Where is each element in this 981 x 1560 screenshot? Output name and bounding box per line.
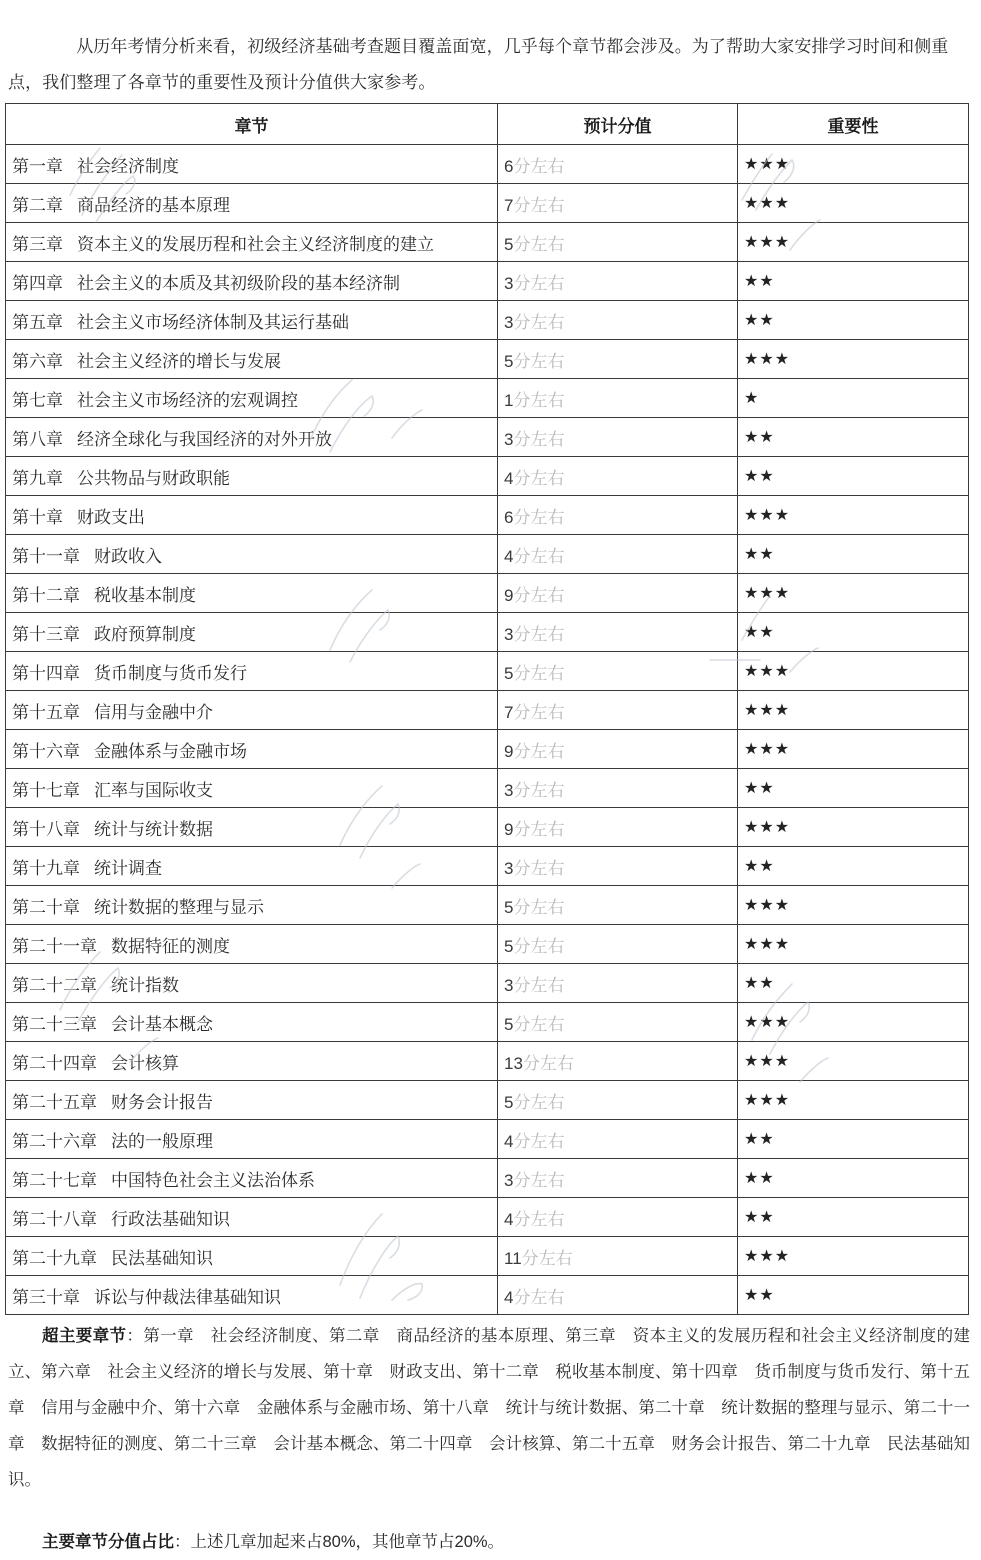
chapter-title: 中国特色社会主义法治体系: [111, 1170, 315, 1190]
key-chapters-label: 超主要章节: [42, 1327, 127, 1345]
score-suffix: 分左右: [513, 1170, 565, 1190]
score-number: 4: [504, 546, 514, 566]
importance-cell: [738, 1159, 969, 1198]
importance-stars: ★★★: [744, 897, 791, 914]
score-cell: [498, 925, 738, 964]
score-number: 4: [504, 1287, 514, 1307]
chapter-cell: [6, 613, 498, 652]
chapter-cell: [6, 1198, 498, 1237]
importance-stars: ★★: [744, 780, 775, 797]
score-suffix: 分左右: [513, 546, 565, 566]
importance-stars: ★★★: [744, 1014, 791, 1031]
chapter-number: 第五章: [12, 312, 63, 332]
importance-stars: ★★: [744, 546, 775, 563]
table-row: [6, 574, 969, 613]
importance-stars: ★: [744, 390, 760, 407]
score-number: 5: [504, 234, 514, 254]
chapter-number: 第二十三章: [12, 1014, 97, 1034]
score-number: 3: [504, 273, 514, 293]
importance-cell: [738, 1042, 969, 1081]
importance-stars: ★★: [744, 429, 775, 446]
importance-cell: [738, 925, 969, 964]
importance-cell: [738, 457, 969, 496]
chapter-cell: [6, 535, 498, 574]
score-number: 11: [504, 1248, 522, 1268]
importance-cell: [738, 964, 969, 1003]
chapter-number: 第一章: [12, 156, 63, 176]
table-row: [6, 730, 969, 769]
score-ratio-text: ：上述几章加起来占80%，其他章节占20%。: [174, 1533, 505, 1551]
importance-cell: [738, 1276, 969, 1315]
score-number: 1: [504, 390, 514, 410]
chapter-number: 第十三章: [12, 624, 80, 644]
score-number: 3: [504, 858, 514, 878]
score-cell: [498, 1198, 738, 1237]
score-cell: [498, 262, 738, 301]
score-suffix: 分左右: [513, 468, 565, 488]
importance-cell: [738, 1003, 969, 1042]
score-suffix: 分左右: [513, 741, 565, 761]
importance-stars: ★★★: [744, 1053, 791, 1070]
score-suffix: 分左右: [513, 702, 565, 722]
score-number: 9: [504, 741, 514, 761]
chapter-cell: [6, 769, 498, 808]
chapter-number: 第十一章: [12, 546, 80, 566]
score-suffix: 分左右: [513, 390, 565, 410]
importance-stars: ★★★: [744, 663, 791, 680]
chapter-title: 社会主义的本质及其初级阶段的基本经济制: [77, 273, 400, 293]
importance-cell: [738, 652, 969, 691]
score-number: 4: [504, 1209, 514, 1229]
table-row: [6, 1042, 969, 1081]
importance-stars: ★★★: [744, 741, 791, 758]
importance-cell: [738, 184, 969, 223]
table-row: [6, 1198, 969, 1237]
key-chapters-text: ：第一章 社会经济制度、第二章 商品经济的基本原理、第三章 资本主义的发展历程和社会主义经济制度的建立、第六章 社会主义经济的增长与发展、第十章 财政支出、第十二章 税收基本制度、第十四章 货币制度与货币发行、第十五章 信用与金融中介、第十六章 金融体系与金融市场、第十八章 统计与统计数据、第二十章 统计数据的整理与显示、第二十一章 数据特征的测度、第二十三章 会计基本概念、第二十四章 会计核算、第二十五章 财务会计报告、第二十九章 民法基础知识。: [8, 1327, 971, 1489]
chapter-cell: [6, 1237, 498, 1276]
chapter-title: 社会主义市场经济的宏观调控: [77, 390, 298, 410]
chapter-number: 第二十章: [12, 897, 80, 917]
score-number: 3: [504, 1170, 514, 1190]
score-cell: [498, 652, 738, 691]
score-suffix: 分左右: [513, 273, 565, 293]
table-row: [6, 886, 969, 925]
chapter-title: 财务会计报告: [111, 1092, 213, 1112]
score-suffix: 分左右: [513, 585, 565, 605]
table-row: [6, 691, 969, 730]
score-suffix: 分左右: [513, 780, 565, 800]
table-row: [6, 496, 969, 535]
importance-cell: [738, 808, 969, 847]
table-row: [6, 1237, 969, 1276]
score-number: 9: [504, 819, 514, 839]
score-number: 4: [504, 1131, 514, 1151]
score-suffix: 分左右: [513, 663, 565, 683]
chapter-title: 公共物品与财政职能: [77, 468, 230, 488]
score-cell: [498, 1159, 738, 1198]
importance-cell: [738, 769, 969, 808]
importance-cell: [738, 691, 969, 730]
table-row: [6, 145, 969, 184]
importance-stars: ★★: [744, 858, 775, 875]
score-number: 9: [504, 585, 514, 605]
importance-cell: [738, 145, 969, 184]
importance-cell: [738, 379, 969, 418]
score-number: 6: [504, 156, 514, 176]
score-cell: [498, 379, 738, 418]
chapter-cell: [6, 1042, 498, 1081]
chapter-title: 社会主义经济的增长与发展: [77, 351, 281, 371]
chapter-cell: [6, 691, 498, 730]
importance-stars: ★★: [744, 273, 775, 290]
chapter-cell: [6, 925, 498, 964]
chapter-number: 第三章: [12, 234, 63, 254]
chapter-title: 数据特征的测度: [111, 936, 230, 956]
score-number: 5: [504, 1014, 514, 1034]
chapter-number: 第十四章: [12, 663, 80, 683]
score-cell: [498, 886, 738, 925]
importance-stars: ★★: [744, 1170, 775, 1187]
chapter-cell: [6, 418, 498, 457]
chapter-cell: [6, 223, 498, 262]
score-suffix: 分左右: [513, 1014, 565, 1034]
importance-cell: [738, 1120, 969, 1159]
chapter-cell: [6, 847, 498, 886]
chapter-cell: [6, 808, 498, 847]
importance-stars: ★★★: [744, 819, 791, 836]
score-suffix: 分左右: [513, 507, 565, 527]
chapter-number: 第十五章: [12, 702, 80, 722]
importance-cell: [738, 613, 969, 652]
chapter-title: 税收基本制度: [94, 585, 196, 605]
chapter-cell: [6, 1120, 498, 1159]
score-cell: [498, 457, 738, 496]
chapter-number: 第三十章: [12, 1287, 80, 1307]
importance-stars: ★★★: [744, 585, 791, 602]
chapter-number: 第八章: [12, 429, 63, 449]
chapter-title: 货币制度与货币发行: [94, 663, 247, 683]
score-cell: [498, 223, 738, 262]
intro-paragraph: 从历年考情分析来看，初级经济基础考查题目覆盖面宽，几乎每个章节都会涉及。为了帮助大家安排学习时间和侧重点，我们整理了各章节的重要性及预计分值供大家参考。: [8, 37, 949, 92]
importance-cell: [738, 535, 969, 574]
table-row: [6, 457, 969, 496]
score-number: 6: [504, 507, 514, 527]
chapter-title: 经济全球化与我国经济的对外开放: [77, 429, 332, 449]
chapter-title: 统计数据的整理与显示: [94, 897, 264, 917]
score-number: 5: [504, 1092, 514, 1112]
score-suffix: 分左右: [513, 234, 565, 254]
table-row: [6, 184, 969, 223]
score-number: 3: [504, 312, 514, 332]
score-cell: [498, 847, 738, 886]
chapter-number: 第十七章: [12, 780, 80, 800]
score-cell: [498, 145, 738, 184]
table-row: [6, 769, 969, 808]
chapter-number: 第二十九章: [12, 1248, 97, 1268]
chapter-cell: [6, 1276, 498, 1315]
chapter-cell: [6, 1003, 498, 1042]
chapter-cell: [6, 340, 498, 379]
score-suffix: 分左右: [513, 312, 565, 332]
importance-cell: [738, 847, 969, 886]
chapter-cell: [6, 964, 498, 1003]
score-suffix: 分左右: [513, 1092, 565, 1112]
score-cell: [498, 340, 738, 379]
chapters-table: [5, 103, 969, 1315]
chapters-table-wrapper: [5, 103, 968, 1315]
chapter-number: 第十二章: [12, 585, 80, 605]
table-header-row: [6, 104, 969, 145]
chapter-cell: [6, 379, 498, 418]
importance-stars: ★★: [744, 1131, 775, 1148]
chapter-title: 诉讼与仲裁法律基础知识: [94, 1287, 281, 1307]
score-cell: [498, 184, 738, 223]
score-cell: [498, 418, 738, 457]
column-header-importance: 重要性: [738, 104, 969, 145]
chapter-title: 统计与统计数据: [94, 819, 213, 839]
importance-stars: ★★: [744, 1287, 775, 1304]
score-cell: [498, 691, 738, 730]
score-suffix: 分左右: [522, 1053, 574, 1073]
score-suffix: 分左右: [513, 819, 565, 839]
importance-stars: ★★★: [744, 351, 791, 368]
score-suffix: 分左右: [513, 858, 565, 878]
score-number: 5: [504, 936, 514, 956]
notes-section: [8, 1318, 970, 1560]
chapter-title: 行政法基础知识: [111, 1209, 230, 1229]
score-number: 3: [504, 780, 514, 800]
score-suffix: 分左右: [513, 1287, 565, 1307]
chapter-number: 第七章: [12, 390, 63, 410]
score-number: 3: [504, 624, 514, 644]
table-row: [6, 301, 969, 340]
chapter-title: 财政收入: [94, 546, 162, 566]
chapter-title: 商品经济的基本原理: [77, 195, 230, 215]
score-cell: [498, 964, 738, 1003]
score-number: 5: [504, 351, 514, 371]
table-row: [6, 535, 969, 574]
chapter-title: 金融体系与金融市场: [94, 741, 247, 761]
chapter-cell: [6, 1081, 498, 1120]
score-cell: [498, 574, 738, 613]
score-cell: [498, 496, 738, 535]
table-row: [6, 847, 969, 886]
score-cell: [498, 1237, 738, 1276]
importance-stars: ★★★: [744, 936, 791, 953]
score-cell: [498, 1003, 738, 1042]
importance-stars: ★★: [744, 624, 775, 641]
score-ratio-note: [8, 1524, 970, 1560]
importance-stars: ★★★: [744, 195, 791, 212]
table-header: [6, 104, 969, 145]
importance-cell: [738, 340, 969, 379]
score-suffix: 分左右: [513, 975, 565, 995]
score-cell: [498, 769, 738, 808]
chapter-cell: [6, 145, 498, 184]
table-row: [6, 379, 969, 418]
importance-stars: ★★★: [744, 234, 791, 251]
chapter-title: 社会经济制度: [77, 156, 179, 176]
score-cell: [498, 1120, 738, 1159]
chapter-number: 第六章: [12, 351, 63, 371]
chapter-cell: [6, 652, 498, 691]
chapter-number: 第十章: [12, 507, 63, 527]
chapter-title: 政府预算制度: [94, 624, 196, 644]
table-row: [6, 262, 969, 301]
score-cell: [498, 613, 738, 652]
chapter-title: 社会主义市场经济体制及其运行基础: [77, 312, 349, 332]
chapter-number: 第二十七章: [12, 1170, 97, 1190]
key-chapters-note: [8, 1318, 970, 1498]
chapter-cell: [6, 1159, 498, 1198]
importance-cell: [738, 418, 969, 457]
table-row: [6, 1159, 969, 1198]
chapter-title: 财政支出: [77, 507, 145, 527]
chapter-cell: [6, 301, 498, 340]
score-cell: [498, 1081, 738, 1120]
score-number: 5: [504, 897, 514, 917]
chapter-number: 第二十二章: [12, 975, 97, 995]
importance-cell: [738, 1237, 969, 1276]
table-row: [6, 418, 969, 457]
table-row: [6, 964, 969, 1003]
chapter-number: 第十九章: [12, 858, 80, 878]
score-number: 7: [504, 195, 514, 215]
score-suffix: 分左右: [513, 624, 565, 644]
score-suffix: 分左右: [513, 897, 565, 917]
score-suffix: 分左右: [513, 156, 565, 176]
chapter-cell: [6, 496, 498, 535]
table-row: [6, 613, 969, 652]
table-row: [6, 652, 969, 691]
importance-stars: ★★: [744, 975, 775, 992]
score-cell: [498, 535, 738, 574]
score-number: 3: [504, 975, 514, 995]
importance-cell: [738, 496, 969, 535]
chapter-number: 第二十六章: [12, 1131, 97, 1151]
table-row: [6, 223, 969, 262]
column-header-chapter: 章节: [6, 104, 498, 145]
importance-cell: [738, 886, 969, 925]
score-cell: [498, 808, 738, 847]
importance-cell: [738, 574, 969, 613]
importance-cell: [738, 301, 969, 340]
table-row: [6, 808, 969, 847]
importance-cell: [738, 223, 969, 262]
score-number: 4: [504, 468, 514, 488]
chapter-title: 统计调查: [94, 858, 162, 878]
importance-stars: ★★: [744, 312, 775, 329]
table-body: [6, 145, 969, 1315]
score-suffix: 分左右: [513, 195, 565, 215]
chapter-number: 第二章: [12, 195, 63, 215]
table-row: [6, 1003, 969, 1042]
chapter-number: 第二十五章: [12, 1092, 97, 1112]
score-suffix: 分左右: [521, 1248, 573, 1268]
chapter-cell: [6, 886, 498, 925]
chapter-cell: [6, 730, 498, 769]
importance-stars: ★★★: [744, 1248, 791, 1265]
table-row: [6, 340, 969, 379]
table-row: [6, 925, 969, 964]
importance-cell: [738, 1081, 969, 1120]
column-header-score: 预计分值: [498, 104, 738, 145]
chapter-title: 民法基础知识: [111, 1248, 213, 1268]
score-suffix: 分左右: [513, 936, 565, 956]
chapter-number: 第二十八章: [12, 1209, 97, 1229]
importance-cell: [738, 730, 969, 769]
chapter-number: 第十六章: [12, 741, 80, 761]
score-cell: [498, 1042, 738, 1081]
chapter-title: 信用与金融中介: [94, 702, 213, 722]
table-row: [6, 1120, 969, 1159]
chapter-cell: [6, 184, 498, 223]
chapter-number: 第四章: [12, 273, 63, 293]
importance-stars: ★★★: [744, 1092, 791, 1109]
table-row: [6, 1081, 969, 1120]
chapter-cell: [6, 262, 498, 301]
chapter-title: 资本主义的发展历程和社会主义经济制度的建立: [77, 234, 434, 254]
score-number: 13: [504, 1053, 523, 1073]
score-suffix: 分左右: [513, 429, 565, 449]
table-row: [6, 1276, 969, 1315]
importance-stars: ★★★: [744, 507, 791, 524]
score-cell: [498, 730, 738, 769]
chapter-number: 第二十一章: [12, 936, 97, 956]
chapter-number: 第九章: [12, 468, 63, 488]
chapter-number: 第十八章: [12, 819, 80, 839]
score-cell: [498, 301, 738, 340]
importance-cell: [738, 1198, 969, 1237]
score-suffix: 分左右: [513, 1131, 565, 1151]
importance-stars: ★★★: [744, 702, 791, 719]
score-number: 5: [504, 663, 514, 683]
score-suffix: 分左右: [513, 1209, 565, 1229]
chapter-number: 第二十四章: [12, 1053, 97, 1073]
importance-stars: ★★★: [744, 156, 791, 173]
importance-stars: ★★: [744, 468, 775, 485]
chapter-title: 会计核算: [111, 1053, 179, 1073]
chapter-title: 法的一般原理: [111, 1131, 213, 1151]
chapter-cell: [6, 457, 498, 496]
score-number: 3: [504, 429, 514, 449]
importance-stars: ★★: [744, 1209, 775, 1226]
chapter-title: 会计基本概念: [111, 1014, 213, 1034]
score-ratio-label: 主要章节分值占比: [42, 1533, 174, 1551]
chapter-title: 统计指数: [111, 975, 179, 995]
score-number: 7: [504, 702, 514, 722]
chapter-title: 汇率与国际收支: [94, 780, 213, 800]
chapter-cell: [6, 574, 498, 613]
score-suffix: 分左右: [513, 351, 565, 371]
score-cell: [498, 1276, 738, 1315]
importance-cell: [738, 262, 969, 301]
